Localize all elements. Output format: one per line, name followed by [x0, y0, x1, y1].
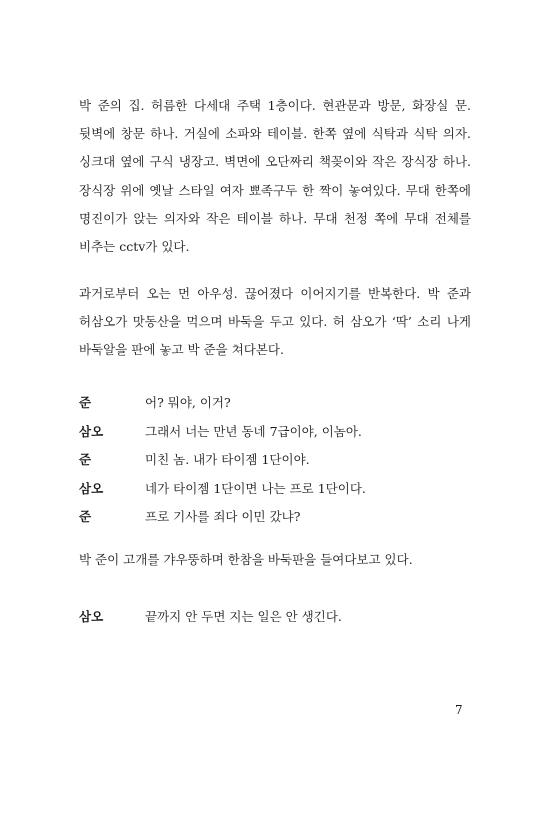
speaker-name: 준	[79, 509, 92, 524]
speaker-name: 삼오	[79, 424, 104, 439]
speaker-name: 준	[79, 395, 92, 410]
dialogue-text: 끝까지 안 두면 지는 일은 안 생긴다.	[145, 609, 342, 624]
dialogue-line	[79, 476, 479, 502]
page-number: 7	[455, 703, 463, 717]
dialogue-line	[79, 419, 479, 445]
stage-direction: 박 준의 집. 허름한 다세대 주택 1층이다. 현관문과 방문, 화장실 문. 뒷벽에 창문 하나. 거실에 소파와 테이블. 한쪽 옆에 식탁과 식탁 의자. 싱크대 옆에 구식 냉장고. 벽면에 오단짜리 책꽂이와 작은 장식장 하나. 장식장 위에 옛날 스타일 여자 뾰족구두 한 짝이 놓여있다. 무대 한쪽에 명진이가 앉는 의자와 작은 테이블 하나. 무대 천정 쪽에 무대 전체를 비추는 cctv가 있다.	[79, 98, 471, 255]
dialogue-line	[79, 504, 479, 530]
dialogue-line	[79, 447, 479, 473]
dialogue-text: 미친 놈. 내가 타이젬 1단이야.	[145, 452, 310, 467]
dialogue-line	[79, 604, 479, 630]
dialogue-text: 어? 뭐야, 이거?	[145, 395, 231, 410]
dialogue-text: 네가 타이젬 1단이면 나는 프로 1단이다.	[145, 481, 366, 496]
dialogue-text: 프로 기사를 죄다 이민 갔냐?	[145, 509, 301, 524]
speaker-name: 삼오	[79, 609, 104, 624]
dialogue-text: 그래서 너는 만년 동네 7급이야, 이놈아.	[145, 424, 362, 439]
action-direction: 박 준이 고개를 갸우뚱하며 한참을 바둑판을 들여다보고 있다.	[79, 552, 413, 567]
dialogue-line	[79, 390, 479, 416]
sound-direction: 과거로부터 오는 먼 아우성. 끊어졌다 이어지기를 반복한다. 박 준과 허삼오가 맛동산을 먹으며 바둑을 두고 있다. 허 삼오가 ‘딱’ 소리 나게 바둑알을 판에 놓고 박 준을 쳐다본다.	[79, 286, 471, 358]
speaker-name: 준	[79, 452, 92, 467]
speaker-name: 삼오	[79, 481, 104, 496]
